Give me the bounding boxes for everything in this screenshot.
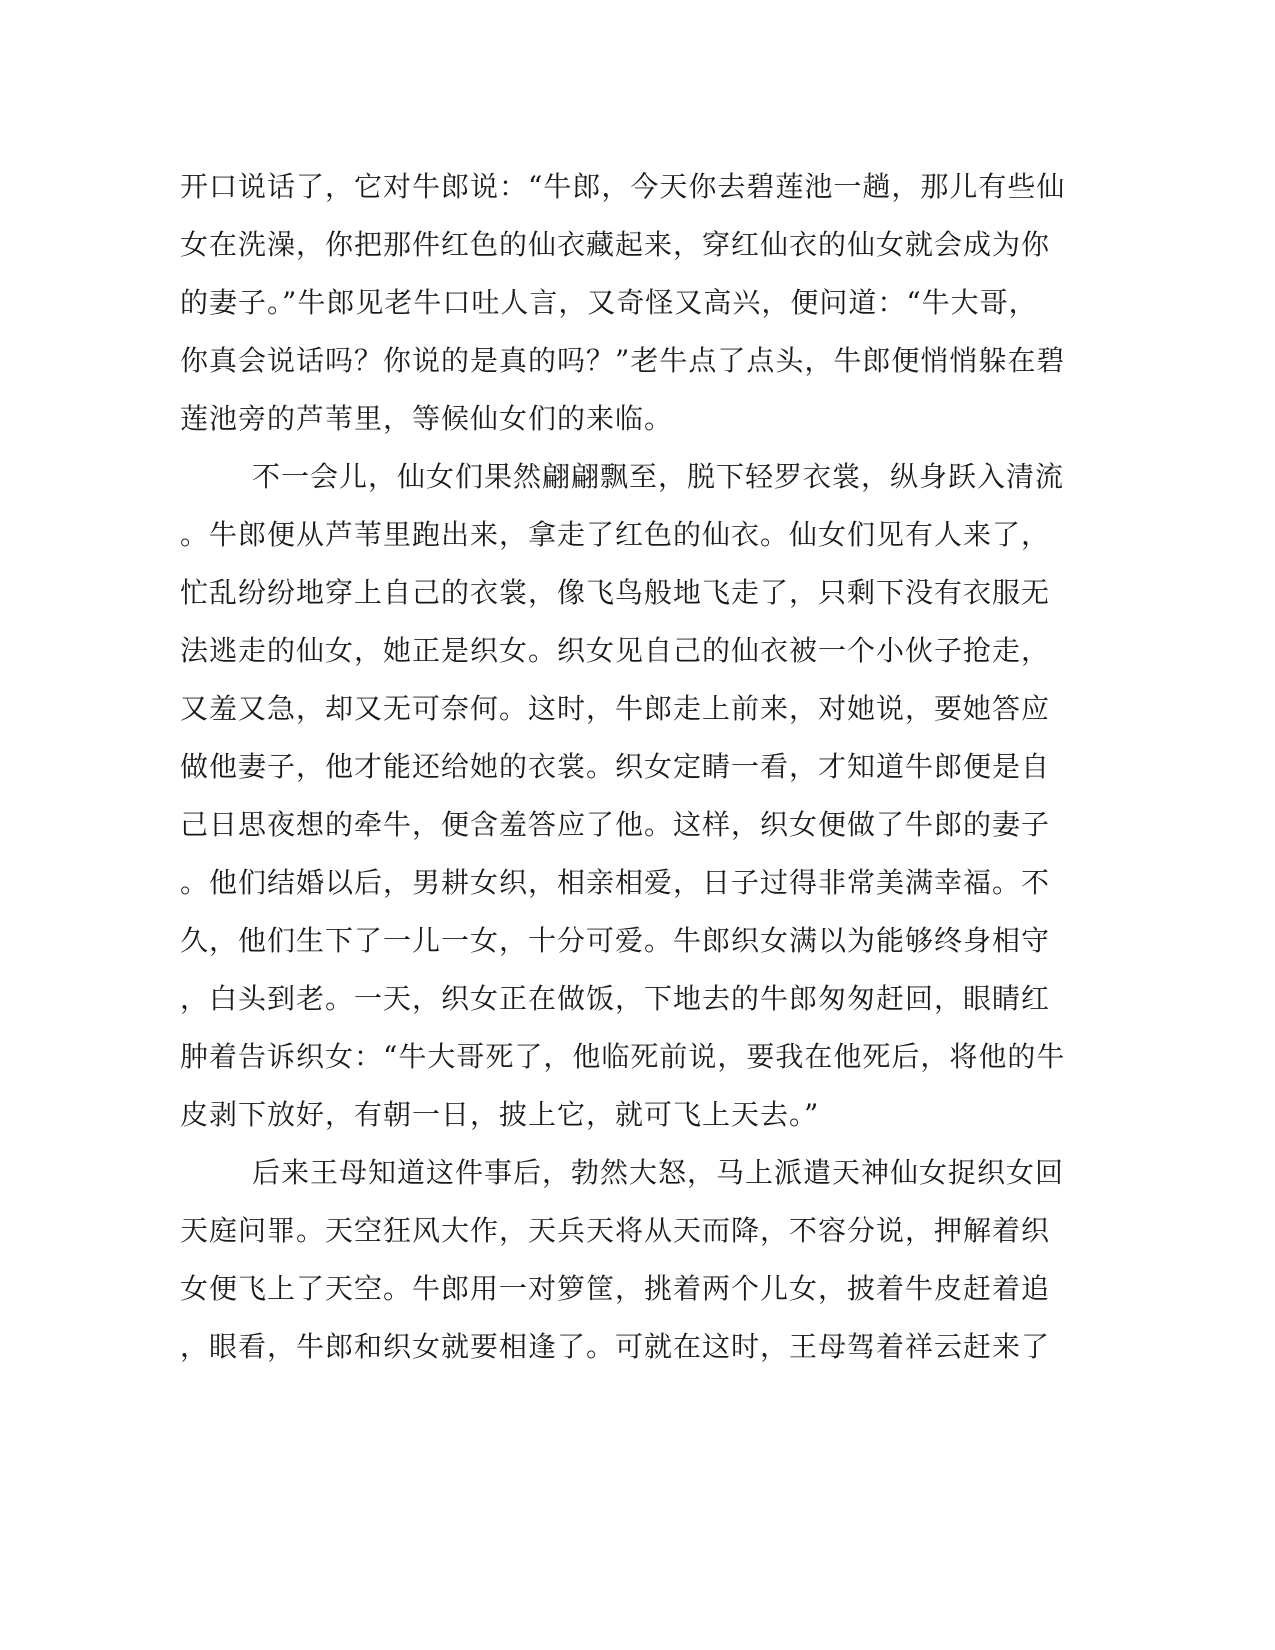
text-line: 你真会说话吗？你说的是真的吗？”老牛点了点头，牛郎便悄悄躲在碧 xyxy=(180,344,1066,377)
text-line: ，白头到老。一天，织女正在做饭，下地去的牛郎匆匆赶回，眼睛红 xyxy=(180,982,1051,1015)
text-line: 天庭问罪。天空狂风大作，天兵天将从天而降，不容分说，押解着织 xyxy=(180,1214,1051,1247)
text-line: 久，他们生下了一儿一女，十分可爱。牛郎织女满以为能够终身相守 xyxy=(180,924,1051,957)
text-line: 忙乱纷纷地穿上自己的衣裳，像飞鸟般地飞走了，只剩下没有衣服无 xyxy=(180,576,1051,609)
text-line: 皮剥下放好，有朝一日，披上它，就可飞上天去。” xyxy=(180,1098,820,1131)
text-line: 女便飞上了天空。牛郎用一对箩筐，挑着两个儿女，披着牛皮赶着追 xyxy=(180,1272,1051,1305)
text-line: 己日思夜想的牵牛，便含羞答应了他。这样，织女便做了牛郎的妻子 xyxy=(180,808,1051,841)
paragraph-first-line: 后来王母知道这件事后，勃然大怒，马上派遣天神仙女捉织女回 xyxy=(252,1156,1065,1189)
text-line: 。他们结婚以后，男耕女织，相亲相爱，日子过得非常美满幸福。不 xyxy=(180,866,1051,899)
text-line: 法逃走的仙女，她正是织女。织女见自己的仙衣被一个小伙子抢走， xyxy=(180,634,1051,667)
text-line: 的妻子。”牛郎见老牛口吐人言，又奇怪又高兴，便问道：“牛大哥， xyxy=(180,286,1038,319)
text-line: 又羞又急，却又无可奈何。这时，牛郎走上前来，对她说，要她答应 xyxy=(180,692,1051,725)
text-line: 肿着告诉织女：“牛大哥死了，他临死前说，要我在他死后，将他的牛 xyxy=(180,1040,1066,1073)
text-line: 做他妻子，他才能还给她的衣裳。织女定睛一看，才知道牛郎便是自 xyxy=(180,750,1051,783)
text-line: 莲池旁的芦苇里，等候仙女们的来临。 xyxy=(180,402,674,435)
text-line: 开口说话了，它对牛郎说：“牛郎，今天你去碧莲池一趟，那儿有些仙 xyxy=(180,170,1066,203)
paragraph-first-line: 不一会儿，仙女们果然翩翩飘至，脱下轻罗衣裳，纵身跃入清流 xyxy=(252,460,1065,493)
text-line: ，眼看，牛郎和织女就要相逢了。可就在这时，王母驾着祥云赶来了 xyxy=(180,1330,1051,1363)
text-line: 。牛郎便从芦苇里跑出来，拿走了红色的仙衣。仙女们见有人来了， xyxy=(180,518,1051,551)
body-text xyxy=(180,158,1066,1376)
text-line: 女在洗澡，你把那件红色的仙衣藏起来，穿红仙衣的仙女就会成为你 xyxy=(180,228,1051,261)
